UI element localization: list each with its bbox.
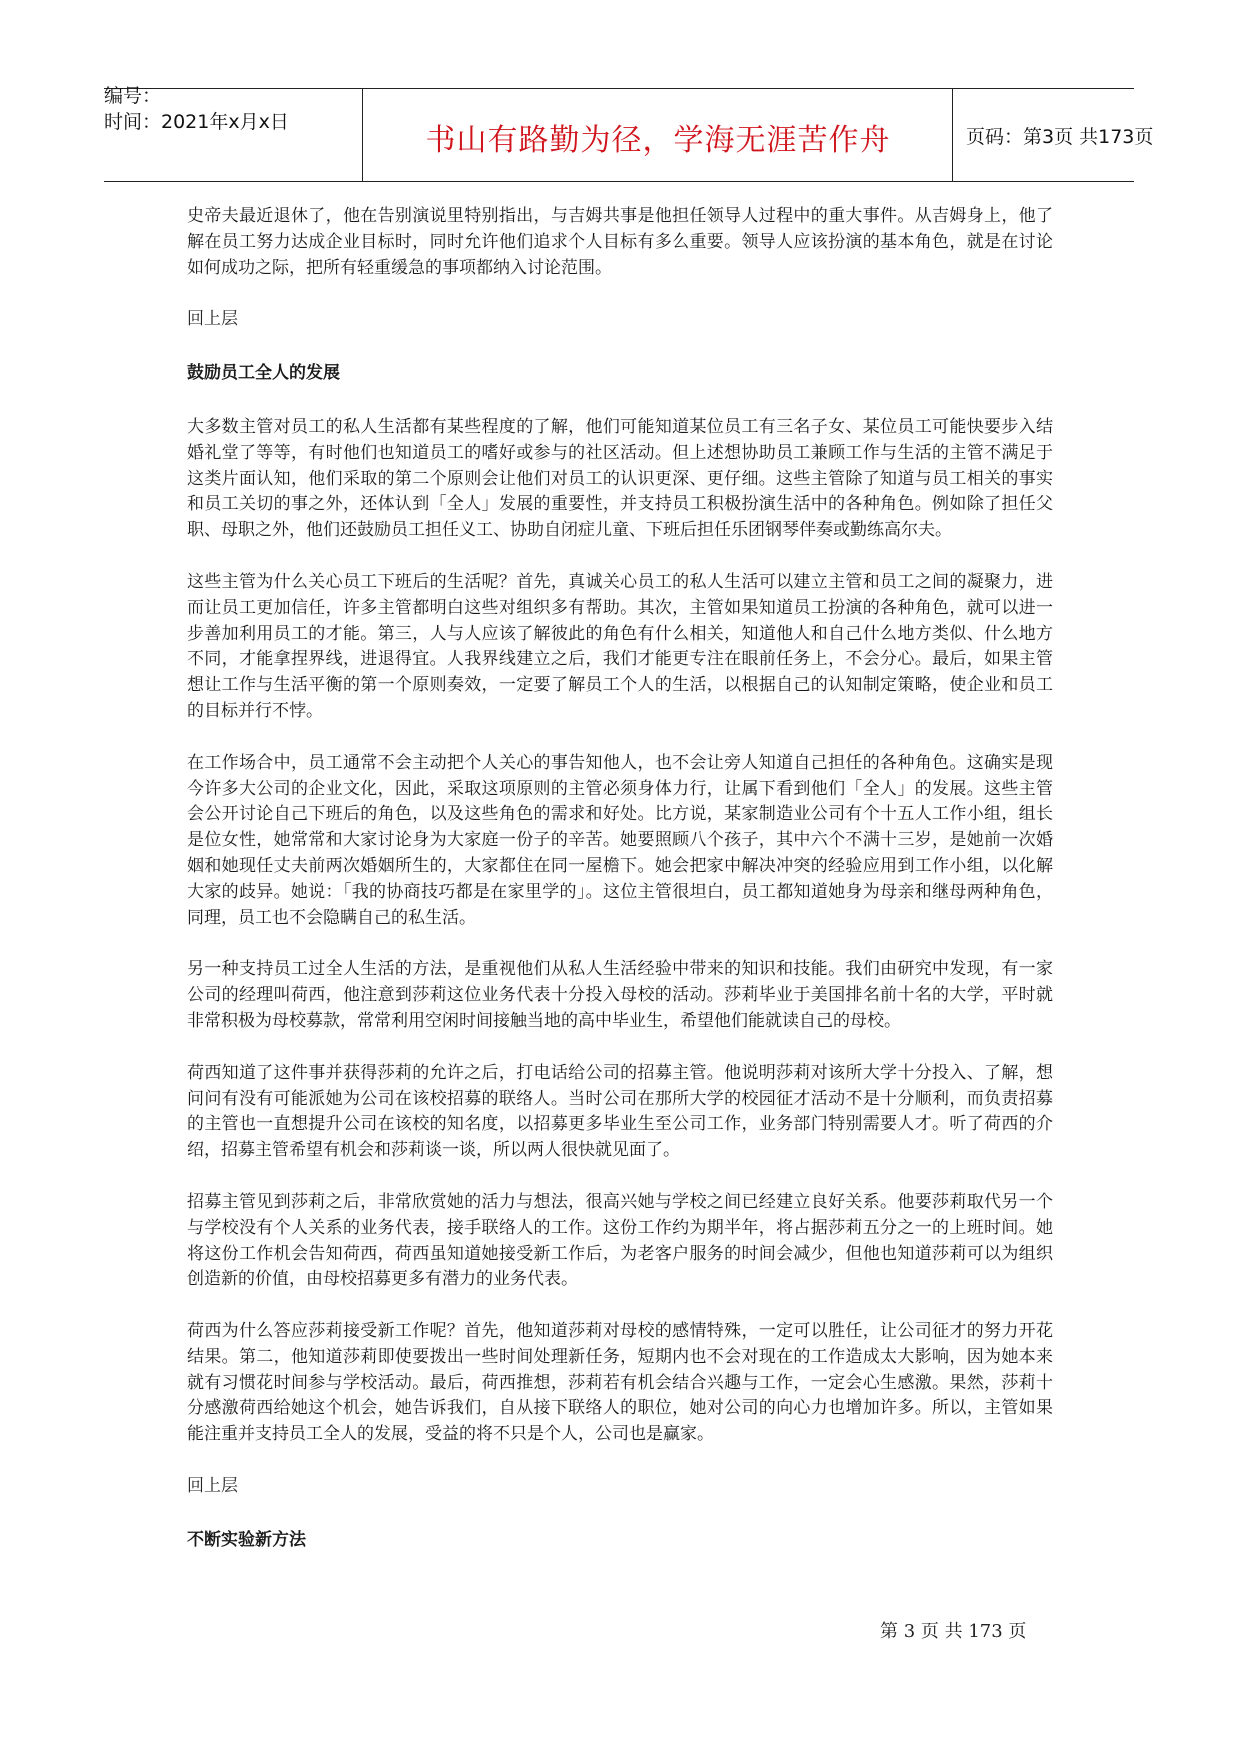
header-info-cell: [104, 85, 363, 181]
header-page-number: 页码：第3页 共173页: [966, 126, 1154, 148]
paragraph: 荷西知道了这件事并获得莎莉的允许之后，打电话给公司的招募主管。他说明莎莉对该所大学十分投入、了解，想问问有没有可能派她为公司在该校招募的联络人。当时公司在那所大学的校园征才活动不是十分顺利，而负责招募的主管也一直想提升公司在该校的知名度，以招募更多毕业生至公司工作，业务部门特别需要人才。听了荷西的介绍，招募主管希望有机会和莎莉谈一谈，所以两人很快就见面了。: [187, 1062, 1053, 1161]
page-header: [104, 85, 1154, 182]
section-heading: 不断实验新方法: [187, 1529, 306, 1550]
page-footer: 第 3 页 共 173 页: [880, 1621, 1027, 1642]
header-motto-cell: [364, 89, 953, 181]
back-to-top-link[interactable]: 回上层: [187, 309, 238, 330]
paragraph: 招募主管见到莎莉之后，非常欣赏她的活力与想法，很高兴她与学校之间已经建立良好关系。他要莎莉取代另一个与学校没有个人关系的业务代表，接手联络人的工作。这份工作约为期半年，将占据莎莉五分之一的上班时间。她将这份工作机会告知荷西，荷西虽知道她接受新工作后，为老客户服务的时间会减少，但他也知道莎莉可以为组织创造新的价值，由母校招募更多有潜力的业务代表。: [187, 1191, 1053, 1290]
paragraph: 在工作场合中，员工通常不会主动把个人关心的事告知他人，也不会让旁人知道自己担任的各种角色。这确实是现今许多大公司的企业文化，因此，采取这项原则的主管必须身体力行，让属下看到他们「全人」的发展。这些主管会公开讨论自己下班后的角色，以及这些角色的需求和好处。比方说，某家制造业公司有个十五人工作小组，组长是位女性，她常常和大家讨论身为大家庭一份子的辛苦。她要照顾八个孩子，其中六个不满十三岁，是她前一次婚姻和她现任丈夫前两次婚姻所生的，大家都住在同一屋檐下。她会把家中解决冲突的经验应用到工作小组，以化解大家的歧异。她说：「我的协商技巧都是在家里学的」。这位主管很坦白，员工都知道她身为母亲和继母两种角色，同理，员工也不会隐瞒自己的私生活。: [187, 752, 1053, 928]
date-label: 时间：2021年x月x日: [104, 111, 289, 133]
paragraph: 另一种支持员工过全人生活的方法，是重视他们从私人生活经验中带来的知识和技能。我们由研究中发现，有一家公司的经理叫荷西，他注意到莎莉这位业务代表十分投入母校的活动。莎莉毕业于美国排名前十名的大学，平时就非常积极为母校募款，常常利用空闲时间接触当地的高中毕业生，希望他们能就读自己的母校。: [187, 959, 1053, 1031]
back-to-top-link[interactable]: 回上层: [187, 1476, 238, 1497]
paragraph: 史帝夫最近退休了，他在告别演说里特别指出，与吉姆共事是他担任领导人过程中的重大事件。从吉姆身上，他了解在员工努力达成企业目标时，同时允许他们追求个人目标有多么重要。领导人应该扮演的基本角色，就是在讨论如何成功之际，把所有轻重缓急的事项都纳入讨论范围。: [187, 206, 1053, 278]
section-heading: 鼓励员工全人的发展: [187, 363, 340, 384]
header-motto: 书山有路勤为径，学海无涯苦作舟: [425, 123, 891, 158]
document-body: [187, 204, 1053, 1582]
paragraph: 大多数主管对员工的私人生活都有某些程度的了解，他们可能知道某位员工有三名子女、某位员工可能快要步入结婚礼堂了等等，有时他们也知道员工的嗜好或参与的社区活动。但上述想协助员工兼顾工作与生活的主管不满足于这类片面认知，他们采取的第二个原则会让他们对员工的认识更深、更仔细。这些主管除了知道与员工相关的事实和员工关切的事之外，还体认到「全人」发展的重要性，并支持员工积极扮演生活中的各种角色。例如除了担任父职、母职之外，他们还鼓励员工担任义工、协助自闭症儿童、下班后担任乐团钢琴伴奏或勤练高尔夫。: [187, 416, 1053, 541]
paragraph: 荷西为什么答应莎莉接受新工作呢？首先，他知道莎莉对母校的感情特殊，一定可以胜任，让公司征才的努力开花结果。第二，他知道莎莉即使要拨出一些时间处理新任务，短期内也不会对现在的工作造成太大影响，因为她本来就有习惯花时间参与学校活动。最后，荷西推想，莎莉若有机会结合兴趣与工作，一定会心生感激。果然，莎莉十分感激荷西给她这个机会，她告诉我们，自从接下联络人的职位，她对公司的向心力也增加许多。所以，主管如果能注重并支持员工全人的发展，受益的将不只是个人，公司也是赢家。: [187, 1321, 1053, 1445]
serial-number-label: 编号：: [104, 85, 162, 107]
paragraph: 这些主管为什么关心员工下班后的生活呢？首先，真诚关心员工的私人生活可以建立主管和员工之间的凝聚力，进而让员工更加信任，许多主管都明白这些对组织多有帮助。其次，主管如果知道员工扮演的各种角色，就可以进一步善加利用员工的才能。第三，人与人应该了解彼此的角色有什么相关，知道他人和自己什么地方类似、什么地方不同，才能拿捏界线，进退得宜。人我界线建立之后，我们才能更专注在眼前任务上，不会分心。最后，如果主管想让工作与生活平衡的第一个原则奏效，一定要了解员工个人的生活，以根据自己的认知制定策略，使企业和员工的目标并行不悖。: [187, 571, 1053, 721]
header-page-cell: [954, 89, 1154, 181]
